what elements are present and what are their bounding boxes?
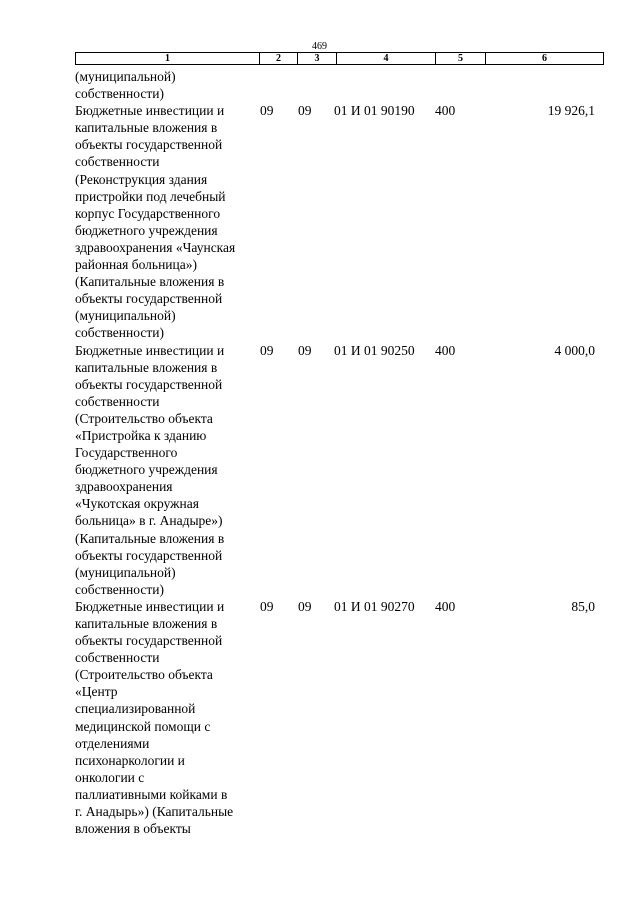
row-subsection-code: 09	[298, 342, 312, 358]
row-expense-type	[431, 68, 480, 102]
table-row	[75, 342, 597, 598]
row-section-code: 09	[260, 103, 274, 119]
row-expense-type: 400	[435, 598, 456, 614]
row-target-article: 01 И 01 90270	[334, 598, 415, 614]
row-description: Бюджетные инвестиции и капитальные вложения в объекты государственной собственности (Строительство объекта «Пристройка к зданию Государственного бюджетного учреждения здравоохранения «Чукотская окружная больница» в г. Анадыре») (Капитальные вложения в объекты государственной (муниципальной) собственности)	[75, 342, 225, 597]
column-header-2: 2	[260, 53, 298, 65]
column-header-4: 4	[337, 53, 436, 65]
row-description: (муниципальной) собственности)	[75, 69, 176, 102]
row-amount: 4 000,0	[554, 342, 595, 358]
row-amount: 85,0	[571, 598, 595, 614]
row-subsection-code: 09	[298, 103, 312, 119]
column-header-6: 6	[486, 53, 604, 65]
row-section-code	[258, 68, 295, 102]
row-amount	[480, 68, 597, 102]
row-expense-type: 400	[435, 342, 456, 358]
table-header	[75, 52, 604, 65]
header-row	[76, 53, 604, 65]
column-header-1: 1	[76, 53, 260, 65]
column-header-3: 3	[298, 53, 337, 65]
column-header-5: 5	[436, 53, 486, 65]
row-target-article	[333, 68, 431, 102]
table-row	[75, 598, 597, 837]
row-subsection-code: 09	[298, 598, 312, 614]
row-section-code: 09	[260, 342, 274, 358]
row-amount: 19 926,1	[547, 103, 595, 119]
table-body	[75, 68, 597, 837]
table-row	[75, 68, 597, 102]
table-row	[75, 102, 597, 341]
row-description: Бюджетные инвестиции и капитальные вложения в объекты государственной собственности (Реконструкция здания пристройки под лечебный корпус Государственного бюджетного учреждения здравоохранения «Чаунская районная больница») (Капитальные вложения в объекты государственной (муниципальной) собственности)	[75, 103, 236, 341]
row-target-article: 01 И 01 90250	[334, 342, 415, 358]
row-section-code: 09	[260, 598, 274, 614]
row-description: Бюджетные инвестиции и капитальные вложения в объекты государственной собственности (Строительство объекта «Центр специализированной медицинской помощи с отделениями психонаркологии и онкологии с паллиативными койками в г. Анадырь») (Капитальные вложения в объекты	[75, 598, 234, 837]
row-expense-type: 400	[435, 103, 456, 119]
page-number: 469	[312, 41, 327, 52]
row-target-article: 01 И 01 90190	[334, 103, 415, 119]
row-subsection-code	[295, 68, 333, 102]
